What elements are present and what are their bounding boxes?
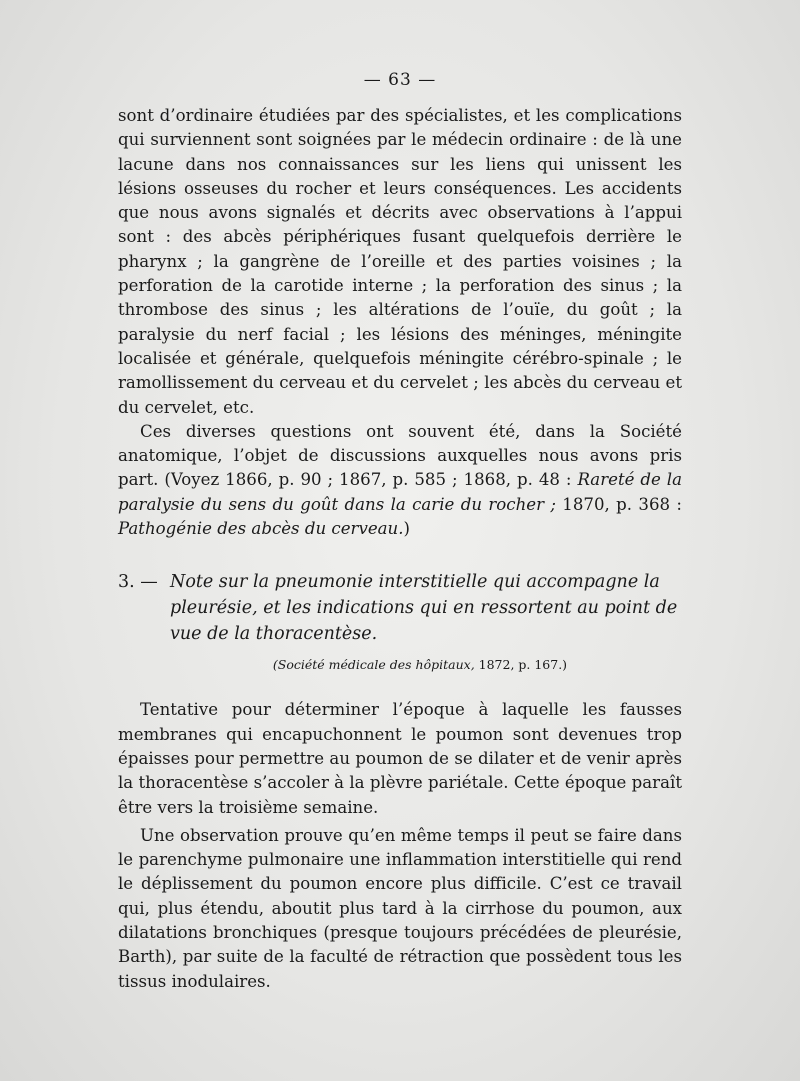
paragraph-2-italic-b: Pathogénie des abcès du cerveau.: [118, 519, 404, 539]
paragraph-1: sont d’ordinaire étudiées par des spécialistes, et les complications qui surviennent sont soignées par le médecin ordinaire : de là une lacune dans nos connaissances sur les liens qui unissent les lésions osseuses du rocher et leurs conséquences. Les accidents que nous avons signalés et décrits avec observations à l’appui sont : des abcès périphériques fusant quelquefois derrière le pharynx ; la gangrène de l’oreille et des parties voisines ; la perforation de la carotide interne ; la perforation des sinus ; la thrombose des sinus ; les altérations de l’ouïe, du goût ; la paralysie du nerf facial ; les lésions des méninges, méningite localisée et générale, quelquefois méningite cérébro-spinale ; le ramollissement du cerveau et du cervelet ; les abcès du cerveau et du cervelet, etc.: [118, 106, 682, 417]
page-number: — 63 —: [363, 70, 437, 90]
section-number: 3. —: [118, 572, 158, 593]
paragraph-4: Une observation prouve qu’en même temps il peut se faire dans le parenchyme pulmonaire une inflammation interstitielle qui rend le déplissement du poumon encore plus difficile. C’est ce travail qui, plus étendu, aboutit plus tard à la cirrhose du poumon, aux dilatations bronchiques (presque toujours précédées de pleurésie, Barth), par suite de la faculté de rétraction que possèdent tous les tissus inodulaires.: [118, 825, 682, 991]
paragraph-2-text-c: ): [403, 519, 411, 539]
section-source: [118, 657, 682, 672]
paragraph-3: Tentative pour déterminer l’époque à laquelle les fausses membranes qui encapuchonnent le poumon sont devenues trop épaisses pour permettre au poumon de se dilater et de venir après la thoracentèse s’accoler à la plèvre pariétale. Cette époque paraît être vers la troisième semaine.: [118, 700, 682, 817]
section-heading: [118, 569, 682, 647]
section-source-italic: (Société médicale des hôpitaux,: [272, 657, 475, 673]
paragraph-2-italic-a: Rareté de la paralysie du sens du goût dans la carie du rocher ;: [118, 470, 682, 514]
paragraph-2-text-b: 1870, p. 368 :: [555, 494, 682, 514]
paragraph-2: [118, 420, 682, 541]
section-source-rest: 1872, p. 167.): [474, 657, 568, 673]
page-content: [118, 104, 682, 994]
paragraph-2-text-a: Ces diverses questions ont souvent été, dans la Société anatomique, l’objet de discussions auxquelles nous avons pris part. (Voyez 1866, p. 90 ; 1867, p. 585 ; 1868, p. 48 :: [118, 421, 682, 490]
section-title: Note sur la pneumonie interstitielle qui accompagne la pleurésie, et les indications qui en ressortent au point de vue de la thoracentèse.: [170, 572, 678, 645]
